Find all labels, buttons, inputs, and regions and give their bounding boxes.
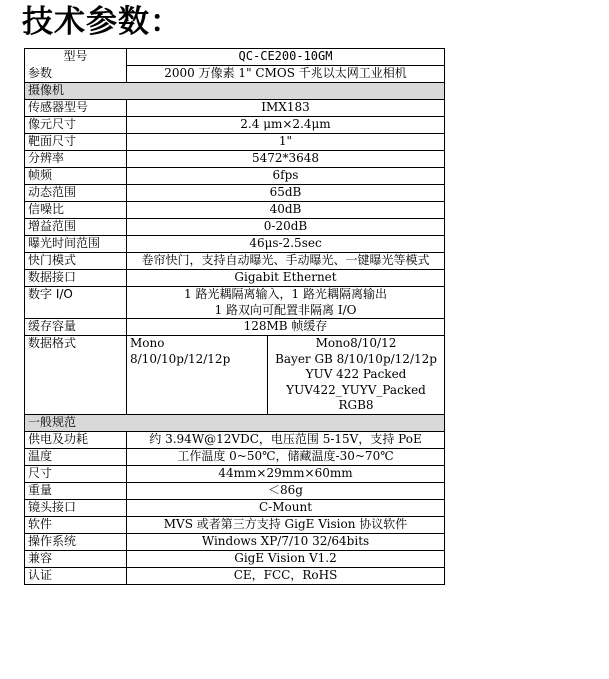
table-row bbox=[25, 550, 445, 567]
header-row-param bbox=[25, 66, 445, 83]
table-row bbox=[25, 499, 445, 516]
row-value: 0-20dB bbox=[127, 219, 445, 236]
table-row bbox=[25, 185, 445, 202]
row-label: 尺寸 bbox=[25, 465, 127, 482]
row-value: 44mm×29mm×60mm bbox=[127, 465, 445, 482]
table-row-buffer bbox=[25, 319, 445, 336]
row-value bbox=[127, 287, 445, 319]
table-row bbox=[25, 202, 445, 219]
param-label: 参数 bbox=[25, 66, 127, 83]
row-value: 2.4 μm×2.4μm bbox=[127, 117, 445, 134]
row-value: C-Mount bbox=[127, 499, 445, 516]
section-header-general bbox=[25, 414, 445, 431]
model-description: 2000 万像素 1" CMOS 千兆以太网工业相机 bbox=[127, 66, 445, 83]
row-label: 缓存容量 bbox=[25, 319, 127, 336]
row-value: 128MB 帧缓存 bbox=[127, 319, 445, 336]
spec-table bbox=[24, 48, 445, 585]
row-value: GigE Vision V1.2 bbox=[127, 550, 445, 567]
row-label: 快门模式 bbox=[25, 253, 127, 270]
format-item: YUV422_YUYV_Packed bbox=[286, 382, 426, 397]
model-value: QC-CE200-10GM bbox=[127, 49, 445, 66]
row-value: IMX183 bbox=[127, 100, 445, 117]
row-label: 曝光时间范围 bbox=[25, 236, 127, 253]
row-value: 约 3.94W@12VDC，电压范围 5-15V，支持 PoE bbox=[127, 431, 445, 448]
row-value: 工作温度 0~50℃，储藏温度-30~70℃ bbox=[127, 448, 445, 465]
row-label: 靶面尺寸 bbox=[25, 134, 127, 151]
table-row bbox=[25, 533, 445, 550]
table-row-data-format bbox=[25, 336, 445, 415]
row-label: 增益范围 bbox=[25, 219, 127, 236]
table-row bbox=[25, 567, 445, 584]
format-mono-list: Mono 8/10/10p/12/12p bbox=[127, 336, 268, 415]
section-title-camera: 摄像机 bbox=[25, 83, 445, 100]
row-value: 65dB bbox=[127, 185, 445, 202]
row-label: 帧频 bbox=[25, 168, 127, 185]
row-label: 认证 bbox=[25, 567, 127, 584]
table-row bbox=[25, 465, 445, 482]
row-label: 操作系统 bbox=[25, 533, 127, 550]
row-label: 信噪比 bbox=[25, 202, 127, 219]
row-label: 软件 bbox=[25, 516, 127, 533]
section-title-general: 一般规范 bbox=[25, 414, 445, 431]
table-row bbox=[25, 134, 445, 151]
table-row bbox=[25, 253, 445, 270]
table-row bbox=[25, 168, 445, 185]
row-label: 重量 bbox=[25, 482, 127, 499]
row-value: 46μs-2.5sec bbox=[127, 236, 445, 253]
table-row bbox=[25, 117, 445, 134]
row-value: 5472*3648 bbox=[127, 151, 445, 168]
row-label: 兼容 bbox=[25, 550, 127, 567]
table-row bbox=[25, 448, 445, 465]
io-line-2: 1 路双向可配置非隔离 I/O bbox=[214, 302, 357, 317]
table-row bbox=[25, 482, 445, 499]
format-item: Bayer GB 8/10/10p/12/12p bbox=[275, 351, 437, 366]
row-value: MVS 或者第三方支持 GigE Vision 协议软件 bbox=[127, 516, 445, 533]
row-value: Gigabit Ethernet bbox=[127, 270, 445, 287]
table-row bbox=[25, 270, 445, 287]
model-label: 型号 bbox=[25, 49, 127, 66]
row-label: 镜头接口 bbox=[25, 499, 127, 516]
row-label: 数字 I/O bbox=[25, 287, 127, 319]
row-value: 卷帘快门，支持自动曝光、手动曝光、一键曝光等模式 bbox=[127, 253, 445, 270]
table-row-io bbox=[25, 287, 445, 319]
row-label: 分辨率 bbox=[25, 151, 127, 168]
row-value: Windows XP/7/10 32/64bits bbox=[127, 533, 445, 550]
table-row bbox=[25, 516, 445, 533]
io-line-1: 1 路光耦隔离输入，1 路光耦隔离输出 bbox=[184, 287, 387, 301]
row-label: 像元尺寸 bbox=[25, 117, 127, 134]
page-title: 技术参数： bbox=[22, 4, 182, 40]
table-row bbox=[25, 219, 445, 236]
format-item: Mono8/10/12 bbox=[315, 336, 397, 350]
table-row bbox=[25, 431, 445, 448]
row-label: 数据接口 bbox=[25, 270, 127, 287]
row-value: 6fps bbox=[127, 168, 445, 185]
table-row bbox=[25, 100, 445, 117]
row-value: ＜86g bbox=[127, 482, 445, 499]
row-label: 数据格式 bbox=[25, 336, 127, 415]
format-color-list bbox=[268, 336, 445, 415]
section-header-camera bbox=[25, 83, 445, 100]
table-row bbox=[25, 236, 445, 253]
format-item: YUV 422 Packed bbox=[305, 367, 407, 381]
row-label: 温度 bbox=[25, 448, 127, 465]
row-value: 1" bbox=[127, 134, 445, 151]
row-value: 40dB bbox=[127, 202, 445, 219]
row-label: 传感器型号 bbox=[25, 100, 127, 117]
row-value: CE，FCC，RoHS bbox=[127, 567, 445, 584]
header-row-model bbox=[25, 49, 445, 66]
format-item: RGB8 bbox=[338, 398, 374, 412]
row-label: 供电及功耗 bbox=[25, 431, 127, 448]
table-row bbox=[25, 151, 445, 168]
row-label: 动态范围 bbox=[25, 185, 127, 202]
